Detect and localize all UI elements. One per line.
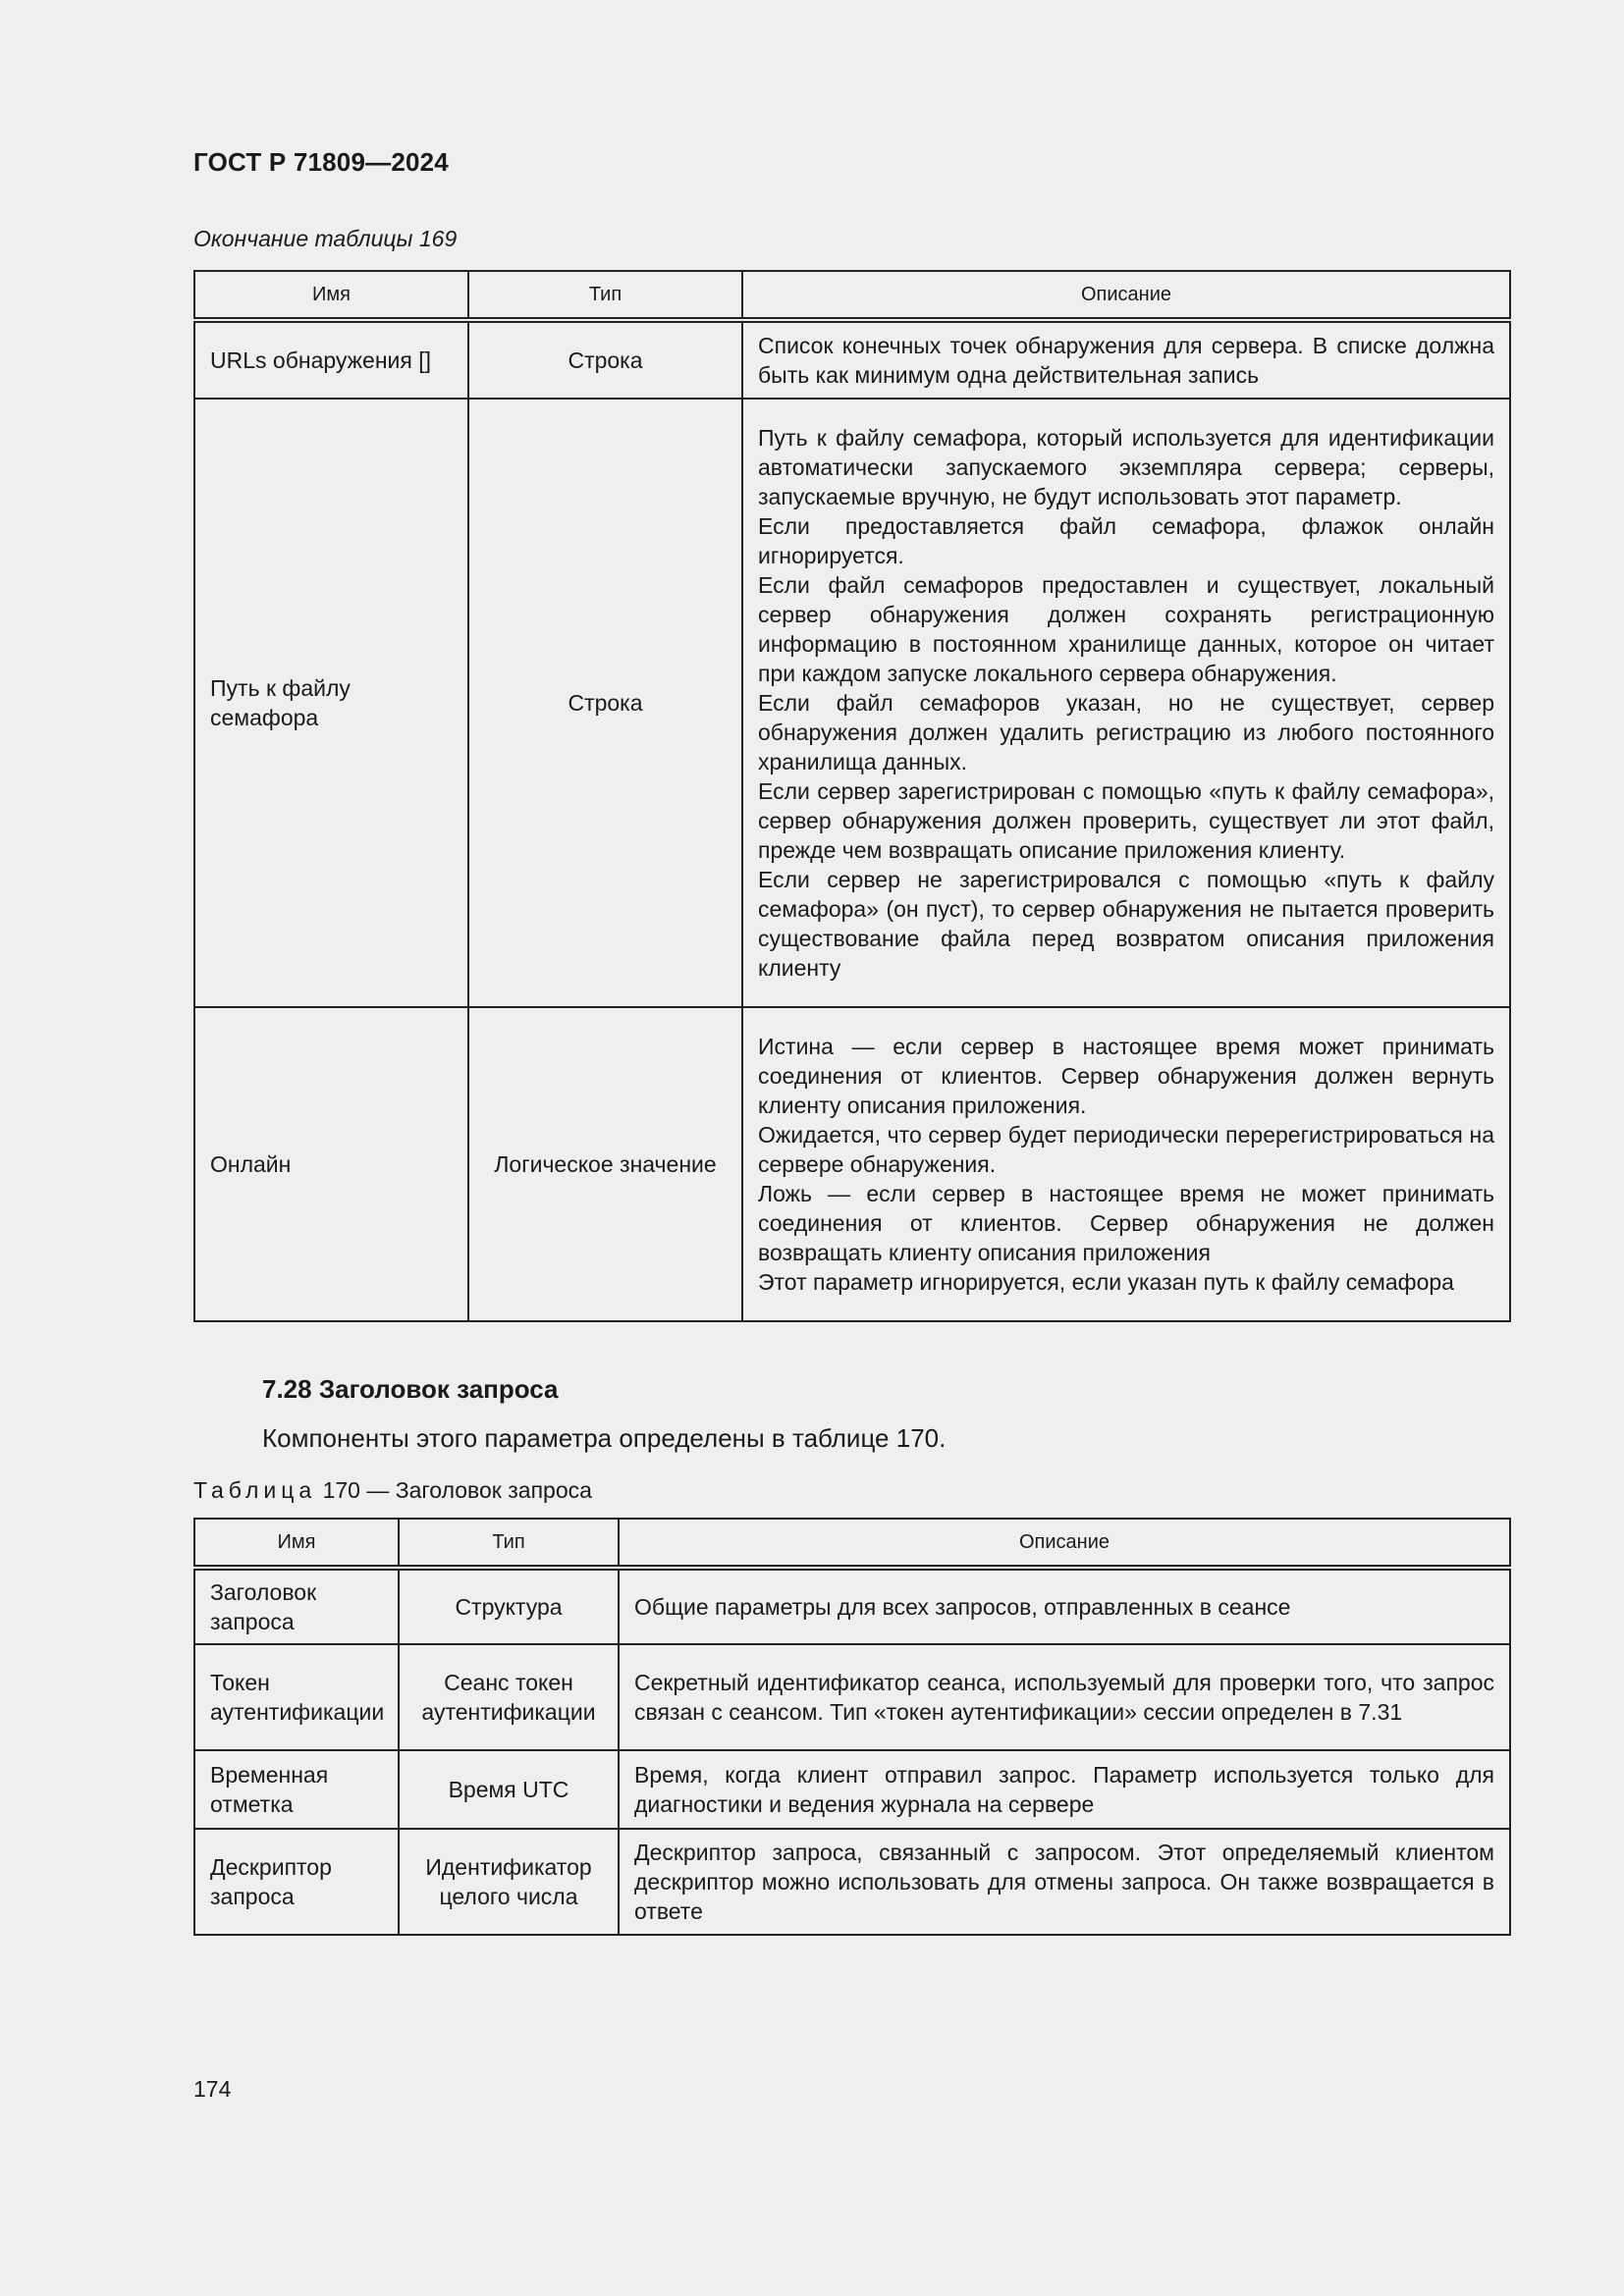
table-row: [194, 1007, 1510, 1321]
description-paragraph: Путь к файлу семафора, который используется для идентификации автоматически запускаемого экземпляра сервера; серверы, запускаемые вручную, не будут использовать этот параметр.: [758, 425, 1494, 509]
section-text: Компоненты этого параметра определены в таблице 170.: [262, 1423, 947, 1453]
cell-description: Общие параметры для всех запросов, отправленных в сеансе: [619, 1568, 1510, 1644]
document-standard-header: ГОСТ Р 71809—2024: [193, 147, 449, 177]
cell-type: Структура: [399, 1568, 619, 1644]
cell-name: Токен аутентификации: [194, 1644, 399, 1750]
column-header-description: Описание: [742, 271, 1510, 320]
cell-description: Время, когда клиент отправил запрос. Параметр используется только для диагностики и ведения журнала на сервере: [619, 1750, 1510, 1829]
section-title: 7.28 Заголовок запроса: [262, 1374, 559, 1404]
cell-name: Заголовок запроса: [194, 1568, 399, 1644]
cell-type: Идентификатор целого числа: [399, 1829, 619, 1935]
cell-type: Строка: [468, 399, 742, 1007]
table-row: [194, 320, 1510, 399]
cell-type: Строка: [468, 320, 742, 399]
table-row: [194, 1568, 1510, 1644]
cell-description: Секретный идентификатор сеанса, используемый для проверки того, что запрос связан с сеансом. Тип «токен аутентификации» сессии определен в 7.31: [619, 1644, 1510, 1750]
table-row: [194, 399, 1510, 1007]
table-row: [194, 1829, 1510, 1935]
cell-name: Путь к файлу семафора: [194, 399, 468, 1007]
column-header-type: Тип: [399, 1519, 619, 1568]
column-header-type: Тип: [468, 271, 742, 320]
table-row: [194, 1750, 1510, 1829]
column-header-description: Описание: [619, 1519, 1510, 1568]
table-caption-prefix: Таблица: [193, 1477, 317, 1503]
cell-name: Временная отметка: [194, 1750, 399, 1829]
cell-type: Сеанс токен аутентификации: [399, 1644, 619, 1750]
description-paragraph: Истина — если сервер в настоящее время может принимать соединения от клиентов. Сервер обнаружения должен вернуть клиенту описания приложения.: [758, 1034, 1494, 1118]
cell-name: Онлайн: [194, 1007, 468, 1321]
cell-type: Время UTC: [399, 1750, 619, 1829]
table-continuation-caption: Окончание таблицы 169: [193, 226, 458, 251]
description-paragraph: Если сервер зарегистрирован с помощью «путь к файлу семафора», сервер обнаружения должен проверить, существует ли этот файл, прежде чем возвращать описание приложения клиенту.: [758, 778, 1494, 863]
cell-name: Дескриптор запроса: [194, 1829, 399, 1935]
table-caption-text: 170 — Заголовок запроса: [322, 1477, 592, 1503]
description-paragraph: Если сервер не зарегистрировался с помощью «путь к файлу семафора» (он пуст), то сервер обнаружения не пытается проверить существование файла перед возвратом описания приложения клиенту: [758, 867, 1494, 981]
column-header-name: Имя: [194, 1519, 399, 1568]
table-header-row: [194, 271, 1510, 320]
description-paragraph: Если предоставляется файл семафора, флажок онлайн игнорируется.: [758, 513, 1494, 568]
description-paragraph: Ложь — если сервер в настоящее время не может принимать соединения от клиентов. Сервер обнаружения не должен возвращать клиенту описания приложения: [758, 1181, 1494, 1265]
table-row: [194, 1644, 1510, 1750]
table-170: [193, 1518, 1511, 1936]
cell-description: [742, 1007, 1510, 1321]
cell-name: URLs обнаружения []: [194, 320, 468, 399]
cell-description: [742, 399, 1510, 1007]
description-paragraph: Если файл семафоров предоставлен и существует, локальный сервер обнаружения должен сохранять регистрационную информацию в постоянном хранилище данных, которое он читает при каждом запуске локального сервера обнаружения.: [758, 572, 1494, 686]
cell-description: [742, 320, 1510, 399]
description-paragraph: Ожидается, что сервер будет периодически перерегистрироваться на сервере обнаружения.: [758, 1122, 1494, 1177]
table-170-caption: [193, 1477, 592, 1504]
description-paragraph: Этот параметр игнорируется, если указан путь к файлу семафора: [758, 1269, 1454, 1295]
table-header-row: [194, 1519, 1510, 1568]
cell-type: Логическое значение: [468, 1007, 742, 1321]
table-169-continuation: [193, 270, 1511, 1322]
cell-description: Дескриптор запроса, связанный с запросом. Этот определяемый клиентом дескриптор можно использовать для отмены запроса. Он также возвращается в ответе: [619, 1829, 1510, 1935]
page-number: 174: [193, 2076, 232, 2102]
description-paragraph: Если файл семафоров указан, но не существует, сервер обнаружения должен удалить регистрацию из любого постоянного хранилища данных.: [758, 690, 1494, 774]
description-paragraph: Список конечных точек обнаружения для сервера. В списке должна быть как минимум одна действительная запись: [758, 333, 1494, 388]
column-header-name: Имя: [194, 271, 468, 320]
